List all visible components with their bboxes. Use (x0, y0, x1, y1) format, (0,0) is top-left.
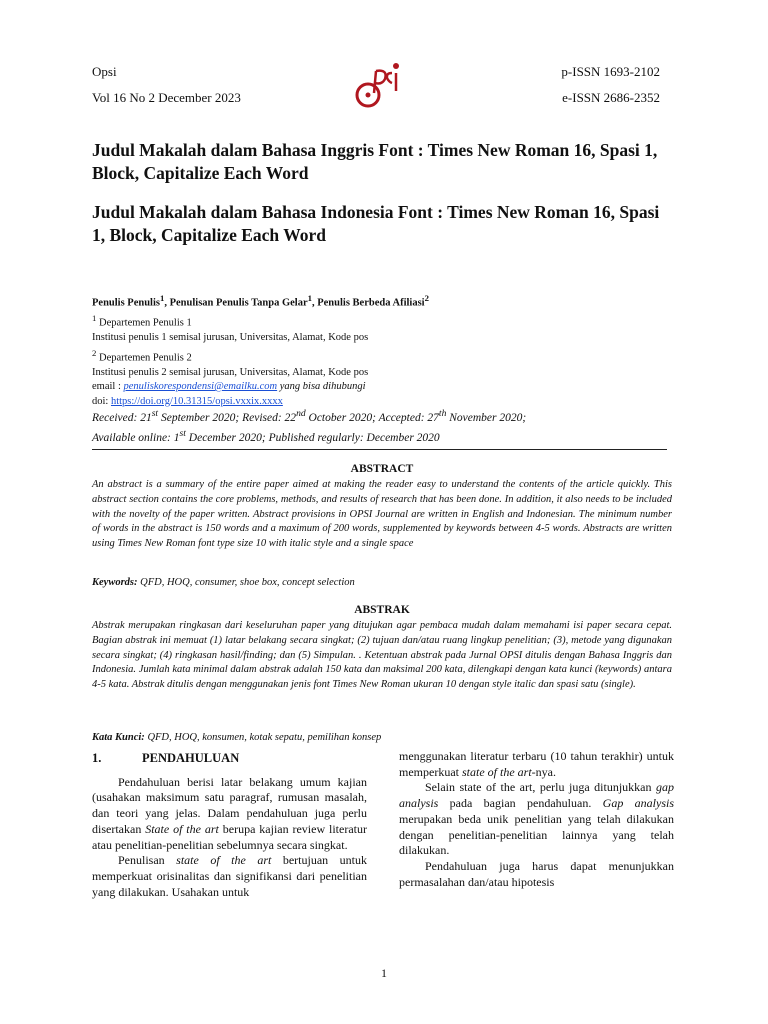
affiliation-2-dept: $^2$ Departemen Penulis 2 (92, 347, 192, 363)
affiliation-1-dept: $^1$ Departemen Penulis 1 (92, 313, 192, 329)
section-divider (92, 449, 667, 450)
intro-paragraph-2-cont: menggunakan literatur terbaru (10 tahun terakhir) untuk memperkuat state of the art-nya. (399, 749, 674, 779)
email-line: email : penuliskorespondensi@emailku.com yang bisa dihubungi (92, 381, 366, 392)
intro-paragraph-3: Selain state of the art, perlu juga ditunjukkan gap analysis pada bagian pendahuluan. Gap analysis merupakan beda unik penelitian yang telah dilakukan dengan penelitian-penelitian lainnya yang telah dilakukan. (399, 780, 675, 858)
publication-dates: Received: 21st September 2020; Revised: 22nd October 2020; Accepted: 27th November 2020; Available online: 1st December 2020; Published regularly: December 2020 (92, 408, 527, 444)
title-english: Judul Makalah dalam Bahasa Inggris Font : Times New Roman 16, Spasi 1, Block, Capitalize Each Word (92, 140, 658, 183)
affiliation-1-institution: Institusi penulis 1 semisal jurusan, Universitas, Alamat, Kode pos (92, 332, 369, 343)
abstrak-body: Abstrak merupakan ringkasan dari keseluruhan paper yang ditujukan agar pembaca mudah dalam memahami isi paper secara cepat. Bagian abstrak ini memuat (1) latar belakang secara singkat; (2) tujuan dan/atau ruang lingkup penelitian; (3), metode yang digunakan secara singkat; (4) ringkasan hasil/finding; dan (5) Simpulan. . Ketentuan abstrak pada Jurnal OPSI ditulis dengan Bahasa Inggris dan Indonesia. Jumlah kata minimal dalam abstrak adalah 150 kata dan maksimal 200 kata, dilengkapi dengan kata kunci (keywords) antara 4-5 kata. Abstrak ditulis dengan menggunakan jenis font Times New Roman ukuran 10 dengan style italic dan spasi satu (single). (92, 620, 672, 691)
doi-link[interactable]: https://doi.org/10.31315/opsi.vxxix.xxxx (110, 395, 283, 407)
journal-name: Opsi (92, 64, 117, 79)
author-block (92, 291, 682, 409)
abstract-body: An abstract is a summary of the entire paper aimed at making the reader easy to understand the contents of the article quickly. This abstract section contains the core problems, methods, and results of research that has been done. In addition, it also needs to be included with the novelty of the paper written. Abstract provisions in OPSI Journal are written in English and Indonesian. The minimum number of words in the abstract is 150 words and a maximum of 200 words, supplemented by keywords between 4-5 words. Abstracts are written using Times New Roman font type size 10 with italic style and a single space (92, 479, 672, 550)
intro-paragraph-1: Pendahuluan berisi latar belakang umum kajian (usahakan maksimum satu paragraf, rumusan masalah, dan teori yang jelas. Dalam pendahuluan juga perlu disertakan State of the art berupa kajian review literatur atau penelitian-penelitian sebelumnya secara singkat. (92, 774, 367, 852)
journal-volume: Vol 16 No 2 December 2023 (92, 90, 241, 105)
intro-paragraph-2: Penulisan state of the art bertujuan untuk memperkuat orisinalitas dan signifikansi dari penelitian yang dilakukan. Usahakan untuk (92, 853, 367, 899)
affiliation-2-institution: Institusi penulis 2 semisal jurusan, Universitas, Alamat, Kode pos (92, 366, 369, 378)
email-link[interactable]: penuliskorespondensi@emailku.com (123, 381, 278, 392)
keywords-indonesian: Kata Kunci: QFD, HOQ, konsumen, kotak sepatu, pemilihan konsep (92, 732, 382, 743)
body-column-right (399, 749, 674, 890)
keywords-english: Keywords: QFD, HOQ, consumer, shoe box, concept selection (92, 577, 355, 588)
section-heading-intro: 1. PENDAHULUAN (92, 751, 240, 765)
author-names: Penulis Penulis$^1$, Penulisan Penulis Tanpa Gelar$^1$, Penulis Berbeda Afiliasi$^2$ (92, 293, 429, 309)
abstract-heading: ABSTRACT (350, 463, 414, 475)
print-issn: p-ISSN 1693-2102 (561, 64, 660, 79)
doi-line: doi: https://doi.org/10.31315/opsi.vxxix.xxxx (92, 395, 283, 407)
abstrak-heading: ABSTRAK (354, 604, 410, 616)
page-number: 1 (381, 966, 387, 980)
intro-paragraph-4: Pendahuluan juga harus dapat menunjukkan permasalahan dan/atau hipotesis (399, 858, 674, 889)
title-indonesian: Judul Makalah dalam Bahasa Indonesia Font : Times New Roman 16, Spasi 1, Block, Capitalize Each Word (92, 202, 660, 245)
journal-logo-icon (352, 57, 404, 113)
electronic-issn: e-ISSN 2686-2352 (562, 90, 660, 105)
body-column-left (92, 751, 367, 900)
